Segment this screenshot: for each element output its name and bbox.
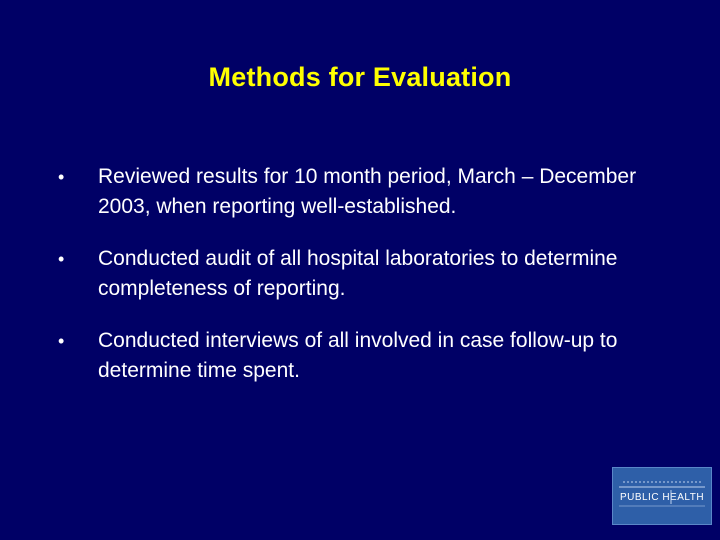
bullet-marker: • xyxy=(58,167,65,187)
bullet-marker: • xyxy=(58,331,65,351)
bullet-item xyxy=(58,244,678,304)
bullet-text: Conducted audit of all hospital laboratories to determine completeness of reporting. xyxy=(98,247,618,300)
slide-title: Methods for Evaluation xyxy=(208,62,512,92)
bullet-item xyxy=(58,326,678,386)
bullet-marker: • xyxy=(58,249,65,269)
logo-wordmark: PUBLIC HEALTH xyxy=(619,492,705,503)
logo-graphic xyxy=(613,468,711,524)
bullet-item xyxy=(58,162,678,222)
bullet-text: Conducted interviews of all involved in case follow-up to determine time spent. xyxy=(98,329,618,382)
public-health-logo xyxy=(612,467,712,525)
bullet-list xyxy=(58,162,678,408)
bullet-text: Reviewed results for 10 month period, March – December 2003, when reporting well-established. xyxy=(98,165,637,218)
